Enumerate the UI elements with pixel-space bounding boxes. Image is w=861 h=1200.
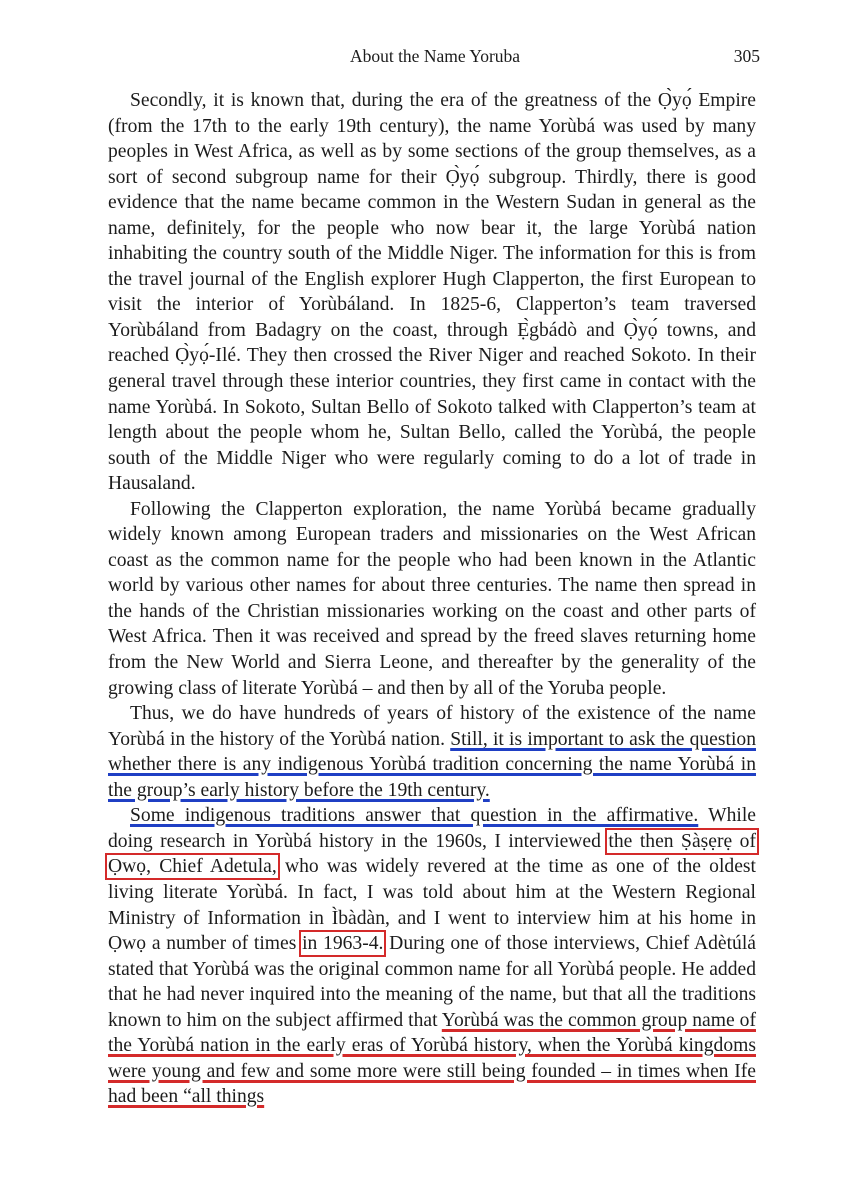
blue-underlined-answer: Some indigenous traditions answer that question in the affirmative. [130, 805, 699, 827]
blue-underlined-question: Still, it is important to ask the question whether there is any indigenous Yorùbá tradition concerning the name Yorùbá in the group’s early history before the 19th century. [108, 728, 756, 801]
paragraph-2: Following the Clapperton exploration, the name Yorùbá became gradually widely known among European traders and missionaries on the West African coast as the common name for the people who had been known in the Atlantic world by various other names for about three centuries. The name then spread in the hands of the Christian missionaries working on the coast and other parts of West Africa. Then it was received and spread by the freed slaves returning home from the New World and Sierra Leone, and thereafter by the generality of the growing class of literate Yorùbá – and then by all of the Yoruba people. [108, 498, 756, 699]
red-underlined-statement: Yorùbá was the common group name of the Yorùbá nation in the early eras of Yorùbá history, when the Yorùbá kingdoms were young and few and some more were still being founded – in times when Ife had been “all things [108, 1009, 756, 1108]
red-boxed-chief-name: the then Ṣàṣẹrẹ of Ọwọ, Chief Adetula, [108, 830, 756, 878]
paragraph-3-text: Thus, we do have hundreds of years of history of the existence of the name Yorùbá in the history of the Yorùbá nation. [108, 703, 756, 750]
paragraph-3 [108, 701, 756, 803]
paragraph-4-text-1: While doing research in Yorùbá history in the 1960s, I interviewed [108, 805, 756, 852]
paragraph-4 [108, 803, 756, 1110]
red-boxed-date: in 1963-4. [302, 933, 384, 955]
running-head [110, 46, 760, 70]
paragraph-1: Secondly, it is known that, during the era of the greatness of the Ọ̀yọ́ Empire (from the 17th to the early 19th century), the name Yorùbá was used by many peoples in West Africa, as well as by some sections of the group themselves, as a sort of second subgroup name for their Ọ̀yọ́ subgroup. Thirdly, there is good evidence that the name became common in the Western Sudan in general as the name, definitely, for the people who now bear it, the large Yorùbá nation inhabiting the country south of the Middle Niger. The information for this is from the travel journal of the English explorer Hugh Clapperton, the first European to visit the interior of Yorùbáland. In 1825-6, Clapperton’s team traversed Yorùbáland from Badagry on the coast, through Ẹ̀gbádò and Ọ̀yọ́ towns, and reached Ọ̀yọ́-Ilé. They then crossed the River Niger and reached Sokoto. In their general travel through these interior countries, they first came in contact with the name Yorùbá. In Sokoto, Sultan Bello of Sokoto talked with Clapperton’s team at length about the people whom he, Sultan Bello, called the Yorùbá, the people south of the Middle Niger who were regularly coming to do a lot of trade in Hausaland. [108, 90, 756, 495]
body-text [108, 88, 756, 1110]
paragraph-4-text-2: who was widely revered at the time as one of the oldest living literate Yorùbá. In fact, I was told about him at the Western Regional Ministry of Information in Ìbàdàn, and I went to interview him at his home in Ọwọ a number of times [108, 856, 756, 955]
paragraph-4-text-3: During one of those interviews, Chief Adètúlá stated that Yorùbá was the original common name for all Yorùbá people. He added that he had never inquired into the meaning of the name, but that all the traditions known to him on the subject affirmed that [108, 933, 756, 1031]
page-number: 305 [733, 46, 760, 66]
running-title: About the Name Yoruba [349, 46, 521, 66]
